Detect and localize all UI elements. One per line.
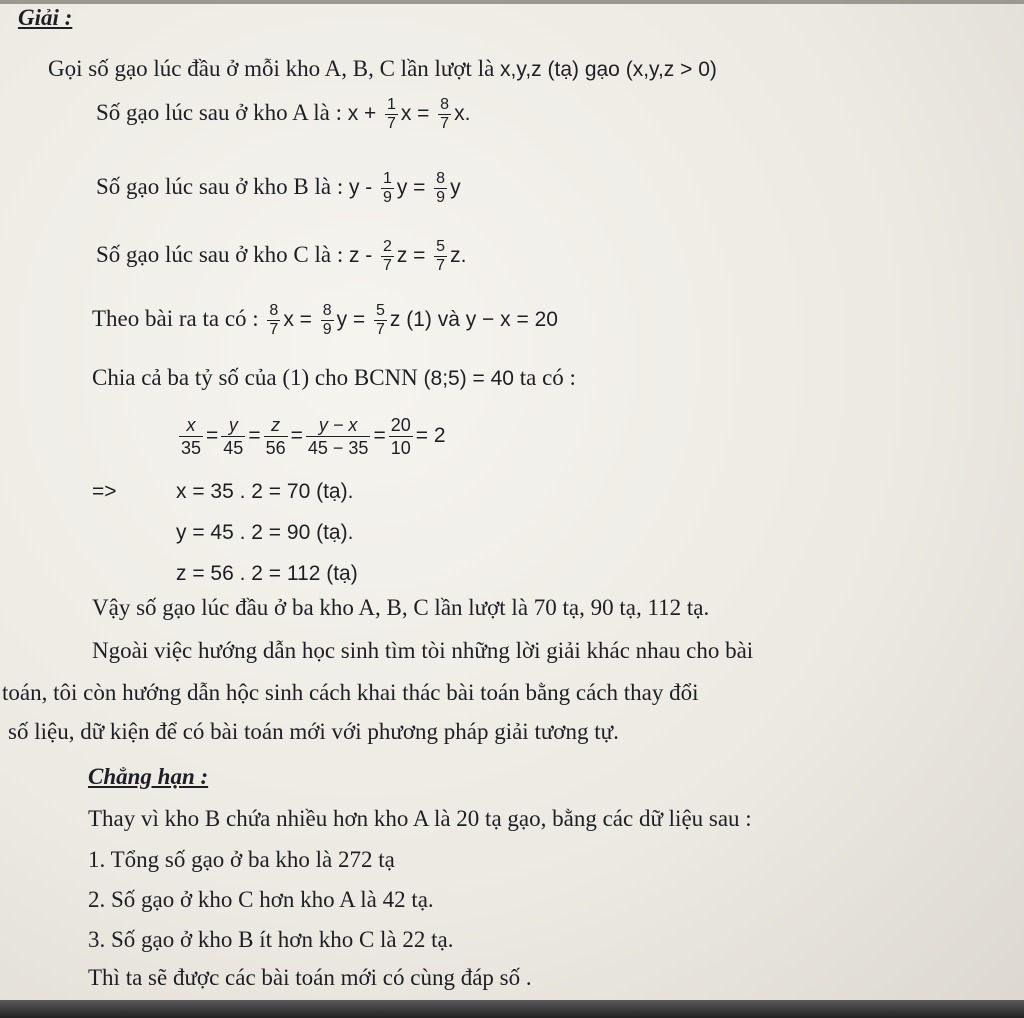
intro-line (48, 55, 717, 84)
theo-label: Theo bài ra ta có : (92, 305, 259, 331)
line-a-res-den: 7 (440, 115, 450, 132)
ratio-f4-den: 45 − 35 (307, 438, 369, 458)
intro-vars: x,y,z (tạ) gạo (x,y,z > 0) (500, 58, 717, 81)
ratio-f3-den: 56 (265, 438, 286, 458)
solution-heading: Giải : (18, 5, 73, 30)
theo-frac-2 (321, 302, 334, 339)
line-c-op: - (365, 243, 373, 267)
line-a-result-fraction (438, 96, 451, 133)
line-kho-a: Số gạo lúc sau ở kho A là : x + $\frac{1}{7}$ x = $\frac{8}{7}$ x. (96, 96, 471, 132)
theo-f1-den: 7 (269, 321, 279, 338)
chia-tail: ta có : (519, 365, 576, 390)
ratio-frac-y (221, 414, 245, 459)
line-c-suffix: z. (450, 243, 467, 267)
intro-text: Gọi số gạo lúc đầu ở mỗi kho A, B, C lần lượt là (48, 56, 495, 81)
result-arrow: => (92, 480, 117, 503)
line-b-res-num: 8 (436, 170, 446, 187)
line-c-var2: z (396, 243, 408, 267)
ratio-f5-den: 10 (390, 438, 411, 458)
ratio-f3-num: z (264, 414, 288, 437)
result-y: y = 45 . 2 = 90 (tạ). (176, 521, 354, 544)
line-a-label: Số gạo lúc sau ở kho A là : (96, 99, 342, 125)
line-b-res-den: 9 (436, 189, 446, 206)
line-b-op: - (365, 175, 373, 199)
line-a-frac-num: 1 (387, 96, 396, 113)
line-c-frac-num: 2 (383, 238, 392, 255)
theo-f3-den: 7 (375, 321, 385, 338)
theo-f2-num: 8 (322, 302, 332, 319)
theo-v3: z (1) và y − x = 20 (389, 307, 558, 331)
chia-text: Chia cả ba tỷ số của (1) cho BCNN (92, 365, 418, 390)
line-a-op: + (363, 101, 377, 125)
theo-f2-den: 9 (322, 321, 332, 338)
theo-f1-num: 8 (269, 302, 279, 319)
conclusion-line: Vậy số gạo lúc đầu ở ba kho A, B, C lần lượt là 70 tạ, 90 tạ, 112 tạ. (92, 595, 710, 620)
line-c-res-num: 5 (436, 238, 446, 255)
ratio-chain: $\frac{x}{35}$ = $\frac{y}{45}$ = $\frac{z}{56}$ = $\frac{y - x}{45 - 35}$ = $\frac{20}{10}$ = 2 (181, 415, 446, 458)
line-c-fraction (381, 238, 394, 275)
line-b-result-fraction (434, 170, 447, 207)
theo-f3-num: 5 (375, 302, 385, 319)
ratio-f2-den: 45 (223, 438, 244, 458)
line-a-frac-den: 7 (387, 115, 396, 132)
example-heading: Chẳng hạn : (88, 764, 209, 789)
theo-v2: y = (336, 307, 366, 331)
line-a-var: x (347, 101, 359, 125)
list-item-3: 3. Số gạo ở kho B ít hơn kho C là 22 tạ. (88, 927, 454, 952)
line-c-result-fraction (434, 238, 447, 275)
ratio-f4-num: y − x (306, 414, 371, 437)
line-kho-b: Số gạo lúc sau ở kho B là : y - $\frac{1}{9}$ y = $\frac{8}{9}$ y (96, 170, 461, 206)
example-intro: Thay vì kho B chứa nhiều hơn kho A là 20 tạ gạo, bằng các dữ liệu sau : (88, 806, 752, 831)
ratio-frac-x (179, 414, 203, 459)
result-z: z = 56 . 2 = 112 (tạ) (176, 562, 358, 585)
ratio-frac-z (264, 414, 288, 459)
line-b-var: y (349, 175, 360, 199)
theo-frac-1 (267, 302, 280, 339)
line-c-var: z (349, 243, 360, 267)
line-b-fraction (381, 170, 394, 207)
ratio-end: = 2 (415, 423, 446, 447)
ratio-frac-diff (306, 414, 371, 459)
paragraph-line-3: số liệu, dữ kiện để có bài toán mới với phương pháp giải tương tự. (8, 719, 619, 744)
result-x: x = 35 . 2 = 70 (tạ). (176, 480, 354, 503)
paragraph-line-2: toán, tôi còn hướng dẫn hộc sinh cách khai thác bài toán bằng cách thay đổi (2, 680, 699, 705)
line-a-fraction (385, 96, 398, 133)
line-c-frac-den: 7 (383, 257, 392, 274)
ratio-f5-num: 20 (390, 415, 411, 435)
ratio-f2-num: y (221, 414, 245, 437)
line-kho-c: Số gạo lúc sau ở kho C là : z - $\frac{2}{7}$ z = $\frac{5}{7}$ z. (96, 238, 467, 274)
list-item-2: 2. Số gạo ở kho C hơn kho A là 42 tạ. (88, 887, 434, 912)
chia-expr: (8;5) = 40 (423, 367, 514, 390)
theo-bai-ra-line (92, 302, 558, 339)
theo-v1: x = (283, 307, 312, 331)
paragraph-line-1: Ngoài việc hướng dẫn học sinh tìm tòi những lời giải khác nhau cho bài (92, 638, 754, 663)
line-a-suffix: x. (454, 101, 471, 125)
line-c-res-den: 7 (436, 257, 446, 274)
list-item-1: 1. Tổng số gạo ở ba kho là 272 tạ (88, 847, 395, 872)
closing-line: Thì ta sẽ được các bài toán mới có cùng đáp số . (88, 965, 532, 990)
line-a-var2: x (400, 101, 412, 125)
line-b-frac-num: 1 (383, 170, 392, 187)
theo-frac-3 (374, 302, 387, 339)
line-b-var2: y (396, 175, 408, 199)
page-top-edge (0, 0, 1024, 4)
line-b-suffix: y (450, 175, 461, 199)
line-b-label: Số gạo lúc sau ở kho B là : (96, 173, 344, 199)
line-c-label: Số gạo lúc sau ở kho C là : (96, 241, 344, 267)
bottom-dark-edge (0, 1000, 1024, 1018)
ratio-f1-num: x (179, 414, 203, 437)
ratio-f1-den: 35 (181, 438, 202, 458)
line-a-res-num: 8 (440, 96, 450, 113)
chia-line (92, 364, 576, 393)
line-b-frac-den: 9 (383, 189, 392, 206)
ratio-frac-20-10 (389, 414, 413, 459)
